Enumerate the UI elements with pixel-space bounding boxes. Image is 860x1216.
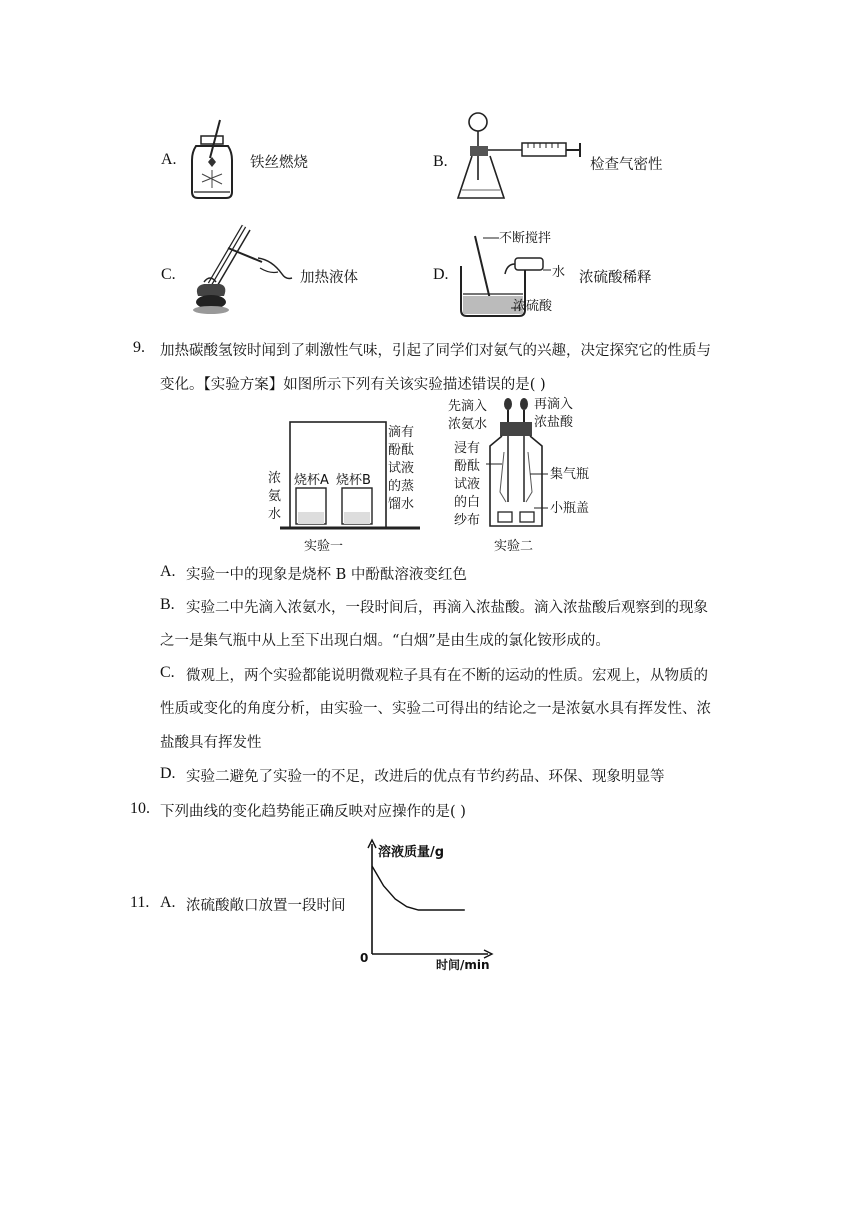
dilute-sulfuric-acid-figure [455, 224, 575, 318]
question-text-line2: 变化。【实验方案】如图所示下列有关该实验描述错误的是( ) [160, 377, 546, 393]
option-letter: A. [161, 151, 177, 168]
question-text: 下列曲线的变化趋势能正确反映对应操作的是( ) [160, 804, 466, 820]
beaker-b-label: 烧杯B [336, 473, 371, 488]
option-letter: D. [160, 765, 176, 782]
ammonia-label-char: 浓 [268, 471, 282, 486]
option-text-line1: 微观上，两个实验都能说明微观粒子具有在不断的运动的性质。宏观上，从物质的 [186, 668, 708, 684]
y-axis-label: 溶液质量/g [378, 845, 445, 860]
cloth-label: 酚酞 [454, 459, 481, 474]
option-text-line1: 实验二中先滴入浓氨水，一段时间后，再滴入浓盐酸。滴入浓盐酸后观察到的现象 [186, 600, 708, 616]
option-text-line3: 盐酸具有挥发性 [160, 735, 262, 751]
drop-then-label: 再滴入 [534, 397, 574, 412]
stir-label: 不断搅拌 [499, 231, 552, 246]
question-number: 10. [130, 800, 150, 817]
heating-liquid-figure [188, 222, 296, 316]
option-text-line2: 性质或变化的角度分析，由实验一、实验二可得出的结论之一是浓氨水具有挥发性、浓 [160, 701, 711, 717]
question-number: 9. [133, 339, 145, 356]
label-line: 酚酞 [388, 443, 415, 458]
option-text: 浓硫酸敞口放置一段时间 [186, 898, 346, 914]
label-line: 馏水 [388, 497, 415, 512]
airtightness-check-figure [452, 110, 590, 208]
series-line [372, 866, 465, 910]
option-letter: A. [160, 894, 176, 911]
option-text-line2: 之一是集气瓶中从上至下出现白烟。“白烟”是由生成的氯化铵形成的。 [160, 633, 610, 649]
solution-mass-chart [352, 836, 502, 976]
label-line: 试液 [388, 461, 415, 476]
option-letter: C. [161, 266, 176, 283]
option-text: 浓硫酸稀释 [579, 270, 652, 286]
label-line: 滴有 [388, 425, 415, 440]
iron-wire-combustion-figure [182, 118, 242, 202]
experiment-2-label: 实验二 [494, 539, 534, 554]
cloth-label: 试液 [454, 477, 481, 492]
option-text: 加热液体 [300, 270, 358, 286]
option-text: 实验一中的现象是烧杯 B 中酚酞溶液变红色 [186, 567, 467, 583]
origin-label: 0 [360, 951, 369, 965]
ammonia-label [268, 471, 281, 522]
option-text: 检查气密性 [590, 157, 663, 173]
option-letter: B. [433, 153, 448, 170]
question-number: 11. [130, 894, 150, 911]
x-axis-label: 时间/min [436, 958, 490, 972]
option-letter: C. [160, 664, 175, 681]
beaker-a-label: 烧杯A [294, 473, 329, 488]
acid-label: 浓硫酸 [513, 299, 553, 314]
cloth-label: 纱布 [454, 513, 481, 528]
drop-first-label: 先滴入 [448, 399, 488, 414]
label-line: 的蒸 [388, 479, 415, 494]
option-letter: D. [433, 266, 449, 283]
option-text: 铁丝燃烧 [250, 155, 308, 171]
ammonia-label-char: 氨 [268, 489, 282, 504]
drop-then-label: 浓盐酸 [534, 415, 574, 430]
cloth-label: 的白 [454, 495, 481, 510]
phenolphthalein-water-label [388, 425, 414, 512]
question-text-line1: 加热碳酸氢铵时闻到了刺激性气味，引起了同学们对氨气的兴趣，决定探究它的性质与 [160, 343, 711, 359]
bottle-label: 集气瓶 [550, 467, 590, 482]
drop-first-label: 浓氨水 [448, 417, 488, 432]
ammonia-label-char: 水 [268, 507, 282, 522]
experiment-1-label: 实验一 [304, 539, 344, 554]
option-letter: A. [160, 563, 176, 580]
option-letter: B. [160, 596, 175, 613]
cap-label: 小瓶盖 [550, 501, 590, 516]
option-text: 实验二避免了实验一的不足，改进后的优点有节约药品、环保、现象明显等 [186, 769, 665, 785]
cloth-label: 浸有 [454, 441, 481, 456]
experiment-figure [264, 392, 616, 558]
water-label: 水 [552, 265, 566, 280]
